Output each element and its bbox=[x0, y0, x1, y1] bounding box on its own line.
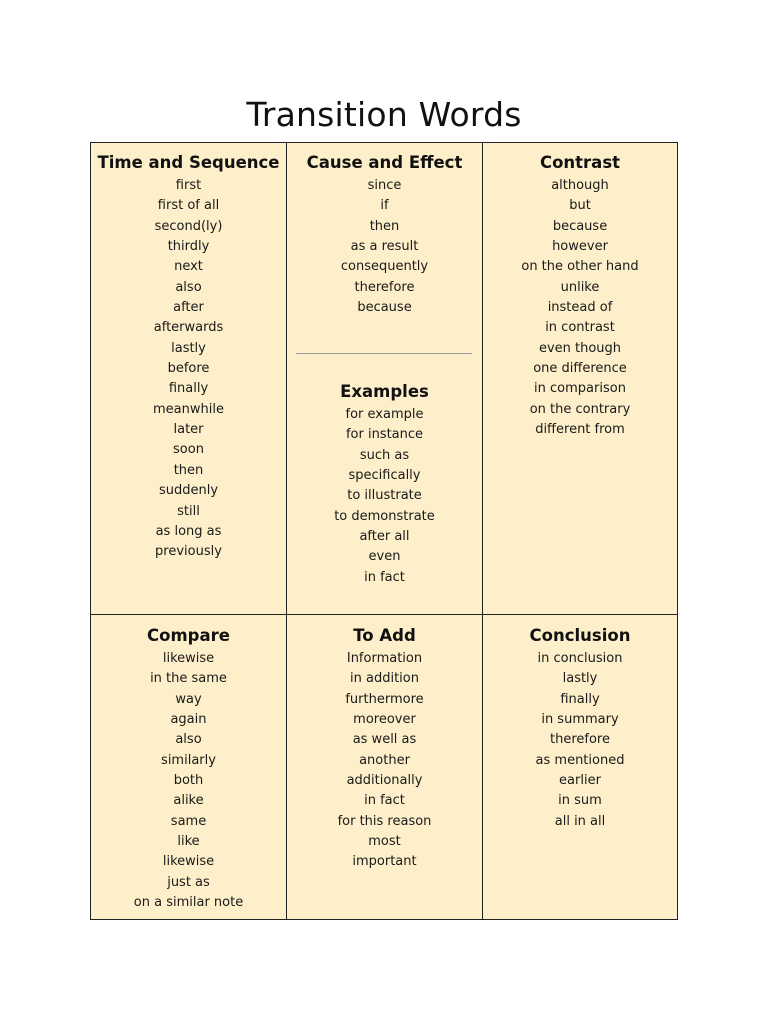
transition-word: in contrast bbox=[545, 320, 615, 336]
transition-word: previously bbox=[155, 544, 222, 560]
transition-word: important bbox=[352, 854, 417, 870]
word-list bbox=[483, 176, 677, 440]
transition-word: instead of bbox=[547, 300, 613, 316]
transition-word: likewise bbox=[162, 651, 215, 666]
transition-word: like bbox=[177, 834, 200, 850]
transition-word: for example bbox=[345, 407, 424, 422]
transition-word: unlike bbox=[560, 279, 600, 295]
word-list bbox=[287, 176, 482, 318]
transition-word: such as bbox=[359, 447, 410, 463]
transition-word: since bbox=[367, 178, 402, 193]
transition-word: different from bbox=[535, 422, 625, 438]
transition-word: additionally bbox=[346, 773, 423, 789]
transition-word: therefore bbox=[550, 732, 610, 748]
transition-word: if bbox=[380, 198, 389, 214]
section-divider bbox=[296, 353, 472, 354]
transition-word: in summary bbox=[541, 712, 619, 728]
transition-word: as well as bbox=[352, 732, 417, 748]
transition-word: first of all bbox=[157, 198, 220, 214]
transition-word: lastly bbox=[171, 340, 206, 356]
transition-word: Information bbox=[346, 651, 423, 666]
section-conclusion bbox=[483, 626, 677, 832]
word-list bbox=[91, 649, 286, 913]
transition-word: next bbox=[174, 259, 203, 275]
transition-word: later bbox=[173, 422, 204, 438]
transition-word: even bbox=[368, 549, 401, 565]
transition-word: still bbox=[177, 503, 200, 519]
transition-word: also bbox=[175, 279, 202, 295]
transition-word: after bbox=[173, 300, 204, 316]
transition-word: to illustrate bbox=[347, 488, 422, 504]
transition-word: meanwhile bbox=[153, 401, 224, 417]
transition-word: just as bbox=[167, 874, 210, 890]
transition-word: lastly bbox=[562, 671, 598, 687]
transition-word: way bbox=[175, 691, 202, 707]
transition-word: but bbox=[569, 198, 591, 214]
transition-word: all in all bbox=[554, 813, 606, 829]
transition-word: in fact bbox=[364, 793, 405, 809]
transition-words-table bbox=[90, 142, 678, 920]
transition-word: similarly bbox=[161, 752, 216, 768]
section-title: Compare bbox=[147, 626, 230, 645]
transition-word: in comparison bbox=[534, 381, 626, 397]
transition-word: for instance bbox=[345, 427, 424, 443]
transition-word: because bbox=[552, 218, 608, 234]
transition-word: in the same bbox=[150, 671, 227, 687]
transition-word: as a result bbox=[350, 239, 419, 255]
section-title: Contrast bbox=[539, 153, 621, 172]
word-list bbox=[287, 649, 482, 873]
transition-word: thirdly bbox=[167, 239, 210, 255]
transition-word: in sum bbox=[558, 793, 602, 809]
transition-word: on the contrary bbox=[529, 401, 631, 417]
transition-word: likewise bbox=[162, 854, 215, 870]
transition-word: second(ly) bbox=[154, 218, 223, 234]
transition-word: on the other hand bbox=[521, 259, 639, 275]
section-cause-and-effect bbox=[287, 153, 482, 318]
row-divider bbox=[91, 614, 677, 615]
transition-word: consequently bbox=[340, 259, 429, 275]
transition-word: same bbox=[170, 813, 207, 829]
transition-word: to demonstrate bbox=[334, 508, 435, 524]
transition-word: therefore bbox=[354, 279, 415, 295]
transition-word: finally bbox=[168, 381, 209, 397]
section-title: Conclusion bbox=[529, 626, 631, 645]
section-compare bbox=[91, 626, 286, 913]
transition-word: as mentioned bbox=[535, 752, 625, 768]
transition-word: earlier bbox=[559, 773, 601, 789]
transition-word: also bbox=[175, 732, 202, 748]
transition-word: moreover bbox=[353, 712, 416, 728]
section-contrast bbox=[483, 153, 677, 440]
page-title: Transition Words bbox=[246, 95, 522, 134]
transition-word: before bbox=[167, 361, 210, 377]
transition-word: suddenly bbox=[158, 483, 219, 499]
section-time-and-sequence bbox=[91, 153, 286, 563]
section-title: To Add bbox=[353, 626, 416, 645]
transition-word: then bbox=[369, 218, 400, 234]
transition-word: one difference bbox=[533, 361, 627, 377]
transition-word: as long as bbox=[155, 523, 222, 539]
transition-word: although bbox=[551, 178, 609, 193]
transition-word: another bbox=[359, 752, 410, 768]
transition-word: however bbox=[552, 239, 608, 255]
transition-word: on a similar note bbox=[133, 895, 244, 911]
transition-word: specifically bbox=[348, 468, 421, 484]
section-title: Examples bbox=[340, 382, 429, 401]
transition-word: in addition bbox=[350, 671, 419, 687]
transition-word: for this reason bbox=[337, 813, 432, 829]
section-examples bbox=[287, 382, 482, 588]
transition-word: after all bbox=[359, 529, 410, 545]
section-title: Time and Sequence bbox=[97, 153, 280, 172]
transition-word: alike bbox=[173, 793, 204, 809]
transition-word: because bbox=[357, 300, 412, 316]
section-to-add bbox=[287, 626, 482, 873]
transition-word: soon bbox=[173, 442, 204, 458]
word-list bbox=[91, 176, 286, 563]
transition-word: in conclusion bbox=[537, 651, 623, 666]
transition-word: most bbox=[368, 834, 401, 850]
transition-word: both bbox=[173, 773, 204, 789]
transition-word: afterwards bbox=[153, 320, 224, 336]
transition-word: in fact bbox=[364, 569, 405, 585]
transition-word: then bbox=[173, 462, 204, 478]
transition-word: furthermore bbox=[345, 691, 424, 707]
transition-word: finally bbox=[560, 691, 600, 707]
word-list bbox=[287, 405, 482, 588]
transition-word: again bbox=[170, 712, 207, 728]
section-title: Cause and Effect bbox=[306, 153, 463, 172]
word-list bbox=[483, 649, 677, 832]
transition-word: first bbox=[175, 178, 202, 193]
transition-word: even though bbox=[538, 340, 622, 356]
